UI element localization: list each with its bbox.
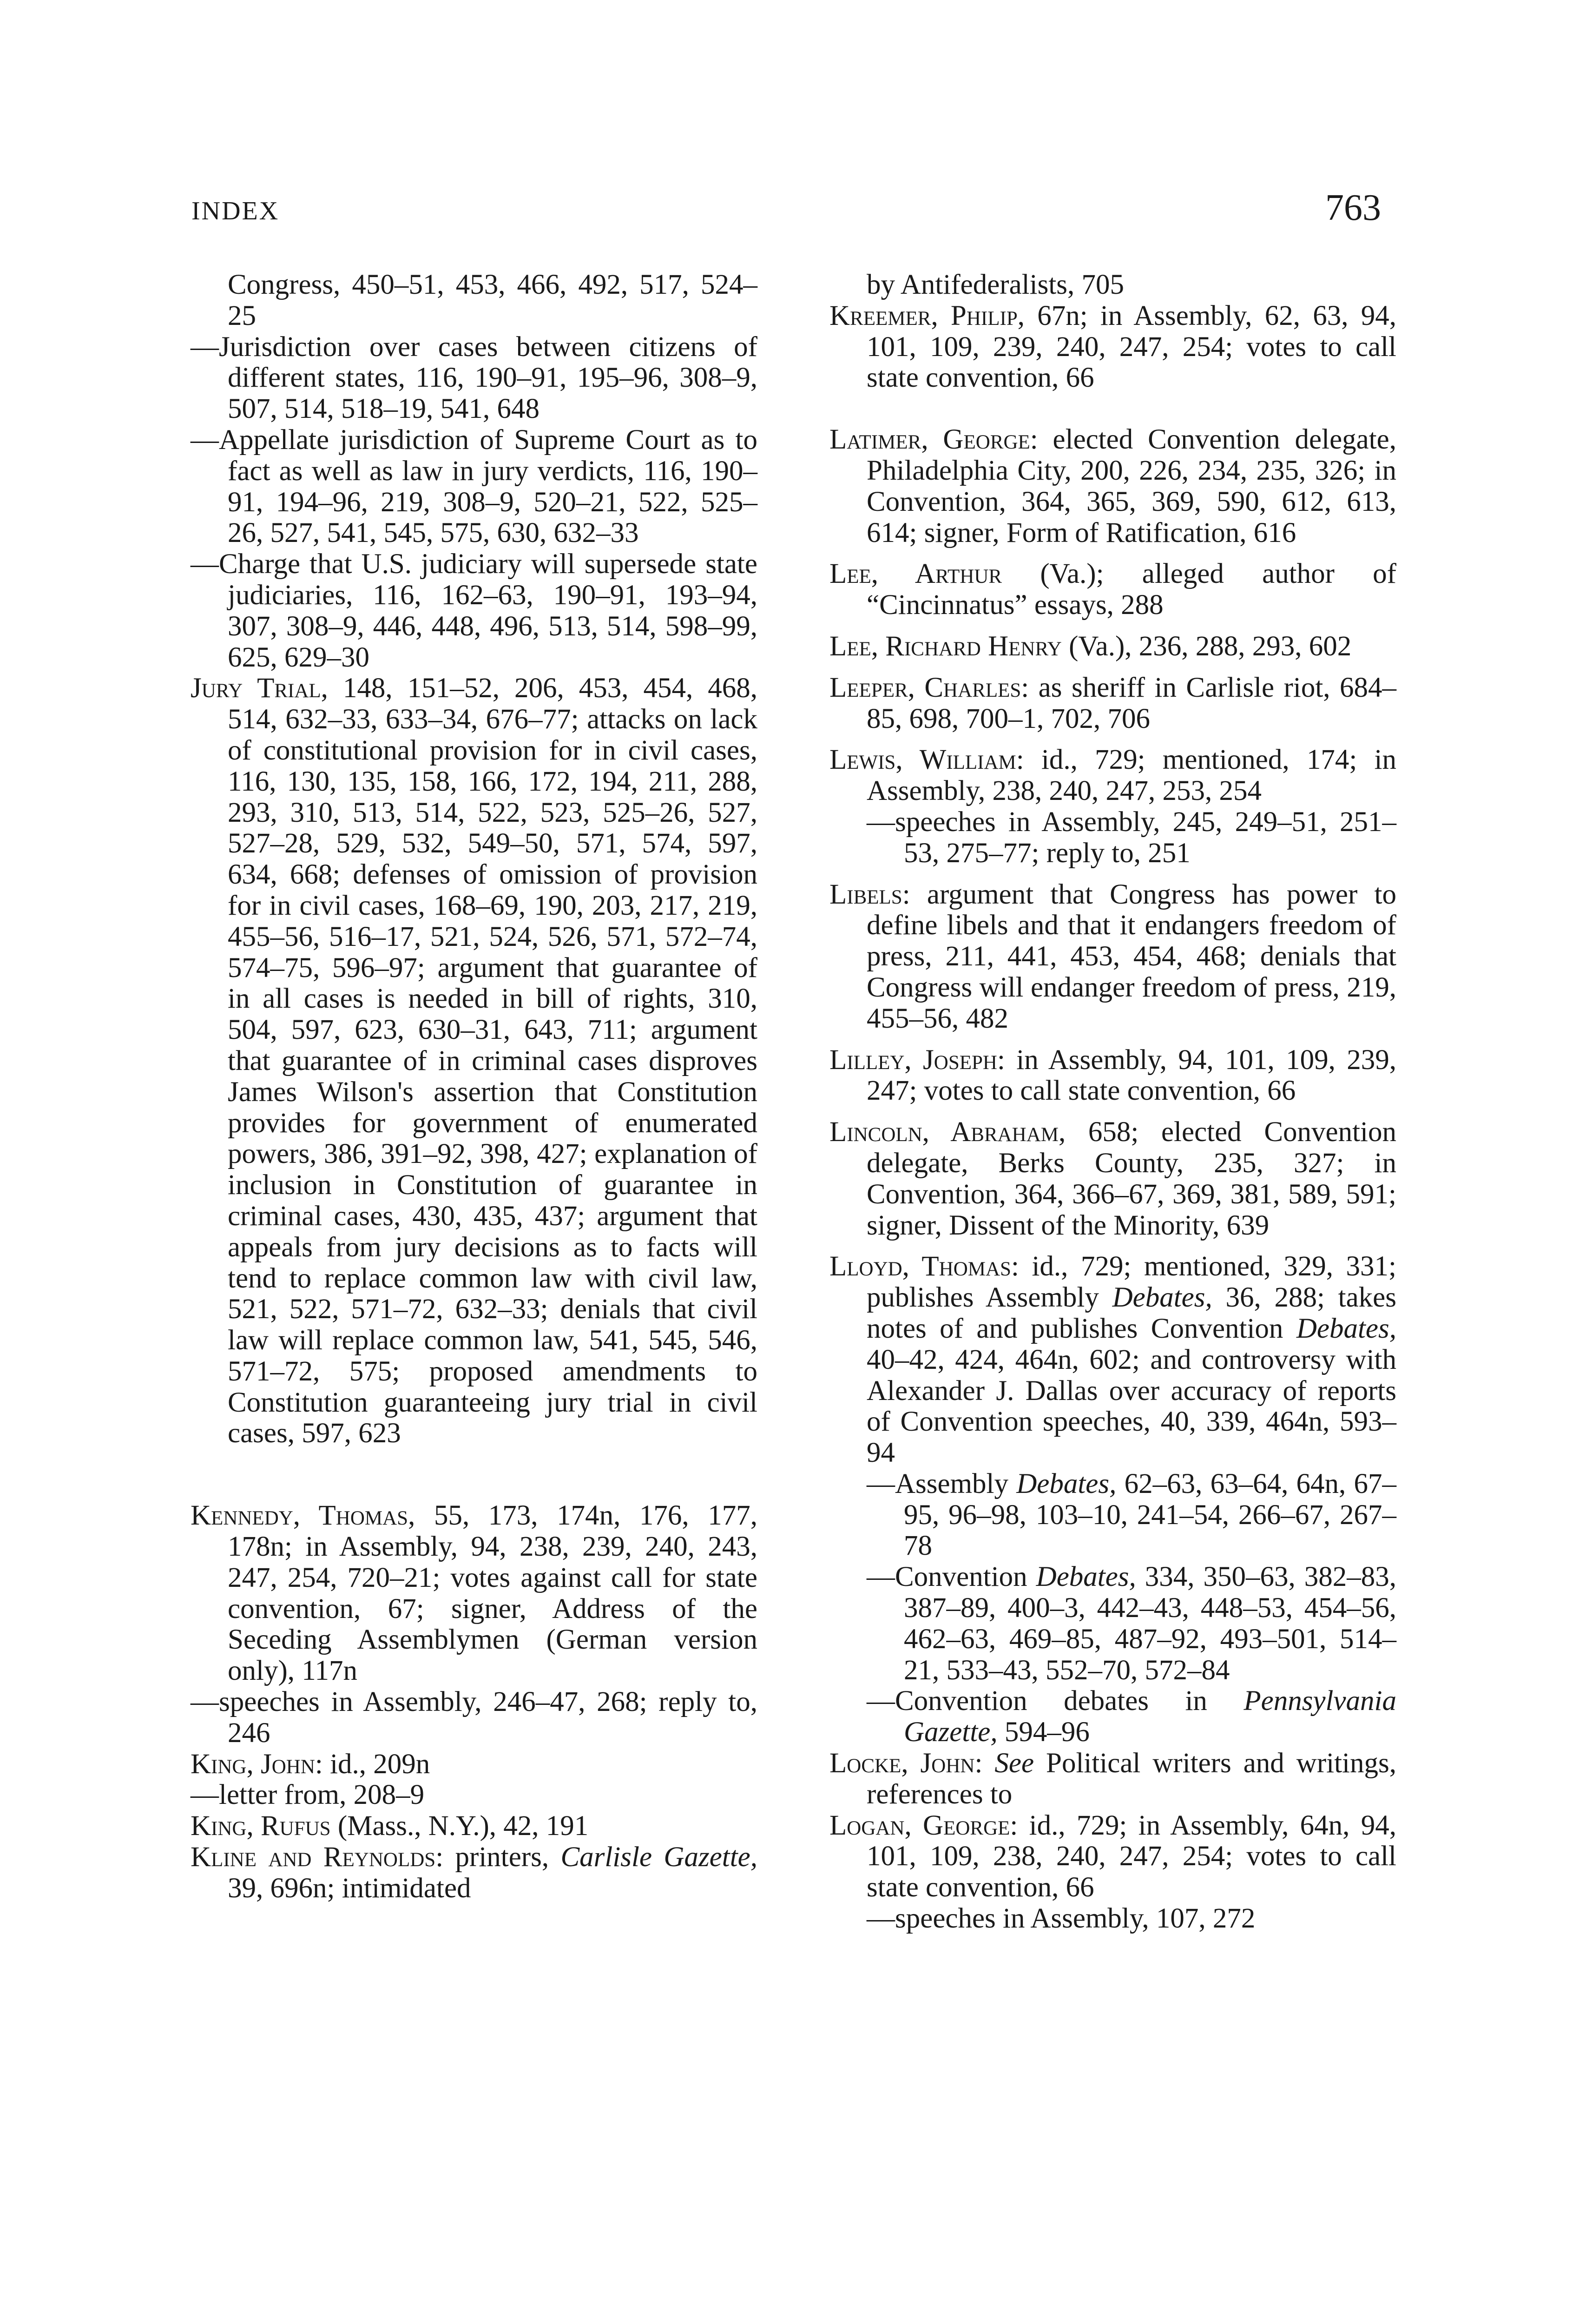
index-entry-lincoln — [829, 1117, 1396, 1241]
index-entry-jury-trial — [191, 673, 757, 1449]
entry-body-italic: Carlisle Gazette, — [560, 1842, 757, 1873]
index-entry-lee-arthur — [829, 559, 1396, 621]
entry-heading: Lee, Arthur — [829, 558, 1002, 590]
entry-heading: Logan, George — [829, 1809, 1010, 1841]
index-entry-lewis — [829, 745, 1396, 807]
subentry: —speeches in Assembly, 246–47, 268; reply to, 246 — [191, 1686, 757, 1749]
entry-heading: King, John — [191, 1748, 315, 1780]
entry-body: : printers, — [435, 1842, 561, 1873]
index-entry-latimer — [829, 424, 1396, 548]
subentry — [829, 1686, 1396, 1748]
entry-heading: Jury Trial — [191, 673, 321, 704]
entry-body: , 55, 173, 174n, 176, 177, 178n; in Assembly, 94, 238, 239, 240, 243, 247, 254, 720–21; votes against call for state convention, 67; signer, Address of the Seceding Assemblymen (German version only), 117n — [228, 1500, 758, 1687]
subentry-charge: —Charge that U.S. judiciary will supersede state judiciaries, 116, 162–63, 190–91, 193–94, 307, 308–9, 446, 448, 496, 513, 514, 598–99, 625, 629–30 — [191, 548, 757, 673]
entry-body: (Mass., N.Y.), 42, 191 — [330, 1810, 589, 1842]
entry-body: : id., 729; mentioned, 329, 331; publishes Assembly — [867, 1251, 1396, 1314]
entry-body: : id., 729; in Assembly, 64n, 94, 101, 109, 238, 240, 247, 254; votes to call state convention, 66 — [867, 1809, 1396, 1903]
entry-body-italic: See — [994, 1748, 1034, 1779]
index-entry-king-john — [191, 1749, 757, 1780]
entry-body: , 148, 151–52, 206, 453, 454, 468, 514, 632–33, 633–34, 676–77; attacks on lack of constitutional provision for in civil cases, 116, 130, 135, 158, 166, 172, 194, 211, 288, 293, 310, 513, 514, 522, 523, 525–26, 527, 527–28, 529, 532, 549–50, 571, 574, 597, 634, 668; defenses of omission of provision for in civil cases, 168–69, 190, 203, 217, 219, 455–56, 516–17, 521, 524, 526, 571, 572–74, 574–75, 596–97; argument that guarantee of in all cases is needed in bill of rights, 310, 504, 597, 623, 630–31, 643, 711; argument that guarantee of in criminal cases disproves James Wilson's assertion that Constitution provides for government of enumerated powers, 386, 391–92, 398, 427; explanation of inclusion in Constitution of guarantee in criminal cases, 430, 435, 437; argument that appeals from jury decisions as to facts will tend to replace common law with civil law, 521, 522, 571–72, 632–33; denials that civil law will replace common law, 541, 545, 546, 571–72, 575; proposed amendments to Constitution guaranteeing jury trial in civil cases, 597, 623 — [228, 673, 757, 1449]
entry-body: Political writers and writings, references to — [867, 1748, 1396, 1810]
entry-body: : — [974, 1748, 995, 1779]
subentry: —speeches in Assembly, 245, 249–51, 251–53, 275–77; reply to, 251 — [867, 806, 1396, 869]
running-head: INDEX — [191, 197, 280, 225]
entry-body: , 658; elected Convention delegate, Berks County, 235, 327; in Convention, 364, 366–67, 369, 381, 589, 591; signer, Dissent of the Minority, 639 — [867, 1116, 1396, 1241]
index-entry-kreemer — [829, 301, 1396, 394]
subentry: —speeches in Assembly, 107, 272 — [867, 1903, 1256, 1934]
index-entry-lee-richard-henry — [829, 631, 1396, 662]
subentry-jurisdiction: —Jurisdiction over cases between citizens of different states, 116, 190–91, 195–96, 308–9, 507, 514, 518–19, 541, 648 — [191, 331, 757, 425]
entry-body: : id., 209n — [315, 1748, 430, 1780]
entry-body: 40–42, 424, 464n, 602; and controversy with Alexander J. Dallas over accuracy of reports of Convention speeches, 40, 339, 464n, 593–94 — [867, 1344, 1396, 1469]
entry-body-italic: Debates, — [1112, 1282, 1212, 1314]
entry-heading: Locke, John — [829, 1748, 975, 1779]
entry-continuation: by Antifederalists, 705 — [867, 269, 1125, 300]
index-column-left — [191, 270, 757, 1904]
subentry-italic: Debates, — [1036, 1561, 1136, 1593]
page-header — [191, 187, 1381, 238]
subentry: —letter from, 208–9 — [191, 1779, 425, 1811]
entry-heading: King, Rufus — [191, 1810, 331, 1842]
entry-heading: Kreemer, Philip — [829, 300, 1018, 331]
page-number: 763 — [1325, 187, 1381, 228]
entry-body: : argument that Congress has power to define libels and that it endangers freedom of press, 211, 441, 453, 454, 468; denials that Congress will endanger freedom of press, 219, 455–56, 482 — [867, 878, 1396, 1034]
entry-body: (Va.); alleged author of “Cincinnatus” essays, 288 — [867, 558, 1396, 621]
index-entry-libels — [829, 879, 1396, 1035]
subentry-appellate: —Appellate jurisdiction of Supreme Court as to fact as well as law in jury verdicts, 116, 190–91, 194–96, 219, 308–9, 520–21, 522, 525–26, 527, 541, 545, 575, 630, 632–33 — [191, 424, 757, 549]
subentry-text: —Assembly — [867, 1468, 1017, 1499]
entry-body-italic: Debates, — [1296, 1313, 1396, 1344]
entry-body: 36, 288; takes notes of and publishes Convention — [867, 1282, 1396, 1344]
entry-continuation: Congress, 450–51, 453, 466, 492, 517, 524–25 — [228, 269, 757, 331]
entry-body: 39, 696n; intimidated — [228, 1872, 471, 1904]
entry-body: : id., 729; mentioned, 174; in Assembly, 238, 240, 247, 253, 254 — [867, 744, 1396, 807]
index-entry-kline-and-reynolds — [191, 1842, 757, 1904]
entry-body: , 67n; in Assembly, 62, 63, 94, 101, 109, 239, 240, 247, 254; votes to call state convention, 66 — [867, 300, 1396, 394]
entry-heading: Lincoln, Abraham — [829, 1116, 1059, 1148]
subentry — [829, 1469, 1396, 1562]
index-column-right — [829, 270, 1396, 1934]
index-entry-locke — [829, 1748, 1396, 1810]
entry-heading: Lilley, Joseph — [829, 1044, 997, 1076]
index-entry-leeper — [829, 673, 1396, 735]
subentry-text: 62–63, 63–64, 64n, 67–95, 96–98, 103–10, 241–54, 266–67, 267–78 — [904, 1468, 1397, 1562]
subentry — [829, 1562, 1396, 1686]
entry-body: (Va.), 236, 288, 293, 602 — [1061, 630, 1352, 662]
subentry-text: 594–96 — [997, 1717, 1090, 1748]
subentry-italic: Debates, — [1016, 1468, 1117, 1499]
entry-heading: Lewis, William — [829, 744, 1016, 776]
index-entry-logan — [829, 1810, 1396, 1903]
entry-heading: Kline and Reynolds — [191, 1842, 436, 1873]
subentry-text: —Convention — [867, 1561, 1036, 1593]
entry-heading: Lloyd, Thomas — [829, 1251, 1011, 1282]
entry-heading: Latimer, George — [829, 424, 1030, 456]
index-entry-kennedy — [191, 1500, 757, 1687]
subentry-text: —Convention debates in — [867, 1685, 1244, 1717]
entry-body: : as sheriff in Carlisle riot, 684–85, 698, 700–1, 702, 706 — [867, 672, 1396, 734]
entry-heading: Lee, Richard Henry — [829, 630, 1062, 662]
index-entry-lilley — [829, 1045, 1396, 1107]
entry-body: : elected Convention delegate, Philadelphia City, 200, 226, 234, 235, 326; in Convention, 364, 365, 369, 590, 612, 613, 614; signer, Form of Ratification, 616 — [867, 424, 1396, 548]
entry-heading: Leeper, Charles — [829, 672, 1021, 703]
subentry-text: 334, 350–63, 382–83, 387–89, 400–3, 442–43, 448–53, 454–56, 462–63, 469–85, 487–92, 493–501, 514–21, 533–43, 552–70, 572–84 — [904, 1561, 1396, 1686]
entry-body: : in Assembly, 94, 101, 109, 239, 247; votes to call state convention, 66 — [867, 1044, 1397, 1107]
entry-heading: Kennedy, Thomas — [191, 1500, 408, 1532]
index-entry-king-rufus — [191, 1811, 757, 1842]
index-entry-lloyd — [829, 1251, 1396, 1469]
entry-heading: Libels — [829, 878, 902, 910]
subentry-italic: Pennsylvania Gazette, — [904, 1685, 1396, 1748]
